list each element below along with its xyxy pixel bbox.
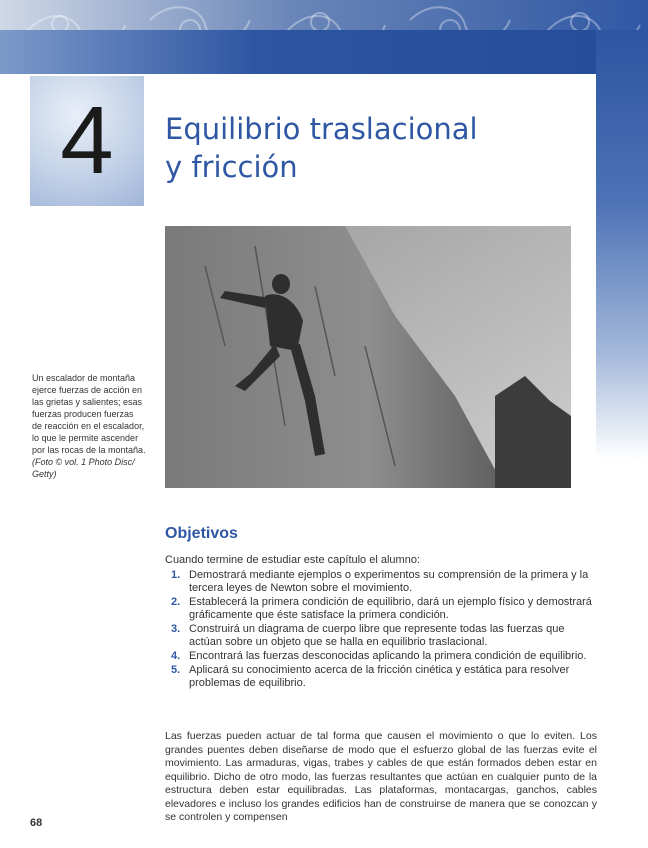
item-text: Construirá un diagrama de cuerpo libre que represente todas las fuerzas que actúan sobre un objeto que se halla en equilibrio traslacional. bbox=[189, 623, 565, 648]
item-text: Encontrará las fuerzas desconocidas aplicando la primera condición de equilibrio. bbox=[189, 650, 587, 662]
rock-climber-photo bbox=[165, 226, 571, 488]
photo-caption bbox=[32, 372, 146, 480]
climber-image-icon bbox=[165, 226, 571, 488]
caption-text: Un escalador de montaña ejerce fuerzas de acción en las grietas y salientes; esas fuerzas producen fuerzas de reacción en el escalador, lo que le permite ascender por las rocas de la montaña. bbox=[32, 373, 146, 455]
item-number: 4. bbox=[171, 650, 181, 662]
item-number: 2. bbox=[171, 596, 181, 608]
chapter-title-line2: y fricción bbox=[165, 150, 298, 184]
page-number: 68 bbox=[30, 817, 43, 829]
item-number: 1. bbox=[171, 569, 181, 581]
objectives-intro: Cuando termine de estudiar este capítulo el alumno: bbox=[165, 554, 420, 566]
list-item bbox=[165, 623, 597, 649]
item-number: 3. bbox=[171, 623, 181, 635]
chapter-title bbox=[165, 110, 565, 186]
list-item bbox=[165, 664, 597, 690]
objectives-list bbox=[165, 569, 597, 691]
list-item bbox=[165, 596, 597, 622]
chapter-title-line1: Equilibrio traslacional bbox=[165, 112, 478, 146]
chapter-number: 4 bbox=[60, 87, 114, 194]
item-number: 5. bbox=[171, 664, 181, 676]
item-text: Demostrará mediante ejemplos o experimentos su comprensión de la primera y la tercera leyes de Newton sobre el movimiento. bbox=[189, 569, 589, 594]
item-text: Establecerá la primera condición de equilibrio, dará un ejemplo físico y demostrará gráficamente que éste satisface la primera condición. bbox=[189, 596, 592, 621]
right-decorative-band bbox=[596, 30, 648, 460]
objectives-heading: Objetivos bbox=[165, 525, 238, 542]
caption-credit: (Foto © vol. 1 Photo Disc/ Getty) bbox=[32, 457, 135, 479]
item-text: Aplicará su conocimiento acerca de la fricción cinética y estática para resolver problemas de equilibrio. bbox=[189, 664, 570, 689]
list-item bbox=[165, 569, 597, 595]
body-paragraph: Las fuerzas pueden actuar de tal forma que causen el movimiento o que lo eviten. Los grandes puentes deben diseñarse de modo que el esfuerzo global de las fuerzas evite el movimiento. Las armaduras, vigas, trabes y cables de que están formados deben estar en equilibrio. Dicho de otro modo, las fuerzas resultantes que actúan en cualquier punto de la estructura deben estar equilibradas. Las plataformas, montacargas, ganchos, cables elevadores e incluso los grandes edificios han de construirse de manera que se conozcan y se controlen y compensen bbox=[165, 730, 597, 823]
header-stripe bbox=[0, 30, 648, 74]
list-item bbox=[165, 650, 597, 663]
